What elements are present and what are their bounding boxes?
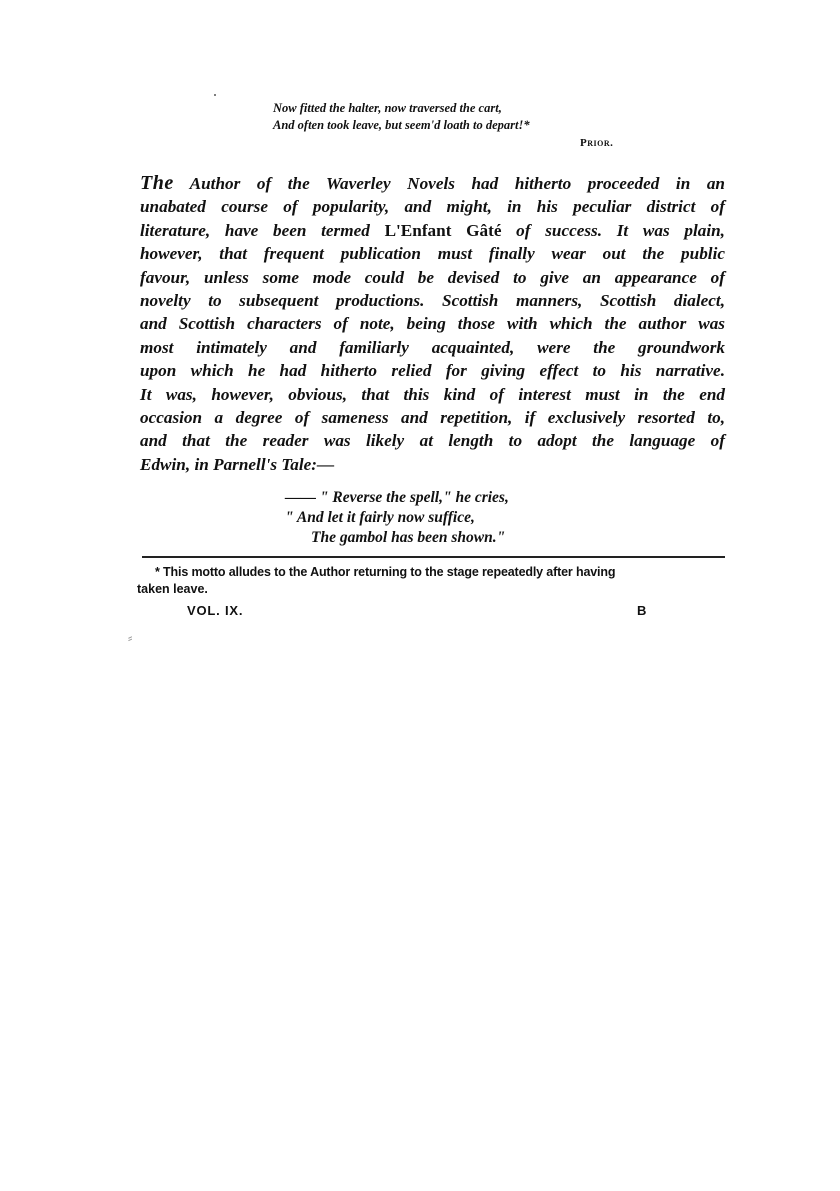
epigraph: [273, 100, 633, 134]
roman-phrase: L'Enfant Gâté: [384, 220, 502, 240]
paragraph-line: novelty to subsequent productions. Scottish manners, Scottish dialect,: [140, 291, 725, 311]
paragraph-line-text: literature, have been termed: [140, 220, 385, 240]
paragraph-line: and that the reader was likely at length to adopt the language of: [140, 431, 725, 451]
footnote-line: taken leave.: [137, 582, 208, 596]
volume-label: VOL. IX.: [187, 603, 244, 618]
paragraph-line: and Scottish characters of note, being those with which the author was: [140, 314, 725, 334]
paragraph-line: [140, 219, 725, 242]
paragraph-line: unabated course of popularity, and might, in his peculiar district of: [140, 197, 725, 217]
epigraph-line: Now fitted the halter, now traversed the cart,: [273, 101, 502, 115]
paragraph-line: Edwin, in Parnell's Tale:—: [140, 454, 335, 474]
quote-line: The gambol has been shown.": [311, 529, 506, 546]
paragraph-line: favour, unless some mode could be devised to give an appearance of: [140, 267, 725, 287]
footnote-line: * This motto alludes to the Author returning to the stage repeatedly after having: [155, 565, 616, 579]
paragraph-line: occasion a degree of sameness and repetition, if exclusively resorted to,: [140, 408, 725, 428]
paragraph-line: most intimately and familiarly acquainted, were the groundwork: [140, 337, 725, 357]
ink-speck: [214, 94, 216, 96]
epigraph-attribution: Prior.: [580, 137, 614, 149]
verse-quote: [285, 488, 605, 548]
paragraph-line-text: of success. It was plain,: [501, 220, 725, 240]
paragraph-line: upon which he had hitherto relied for giving effect to his narrative.: [140, 361, 725, 381]
quote-line: " And let it fairly now suffice,: [285, 509, 475, 526]
footnote-divider: [142, 556, 725, 558]
footnote: [137, 564, 727, 598]
paragraph-line: however, that frequent publication must finally wear out the public: [140, 244, 725, 264]
paragraph-line: [140, 172, 725, 195]
paragraph-line-text: Author of the Waverley Novels had hitherto proceeded in an: [173, 174, 725, 193]
epigraph-line: And often took leave, but seem'd loath to depart!*: [273, 118, 530, 132]
paragraph-line: It was, however, obvious, that this kind of interest must in the end: [140, 384, 725, 404]
quote-line: —— " Reverse the spell," he cries,: [285, 489, 509, 506]
first-word: The: [140, 172, 174, 194]
sheet-signature: B: [637, 603, 648, 618]
body-paragraph: [140, 172, 725, 476]
stray-mark-icon: ⸗: [128, 631, 133, 646]
